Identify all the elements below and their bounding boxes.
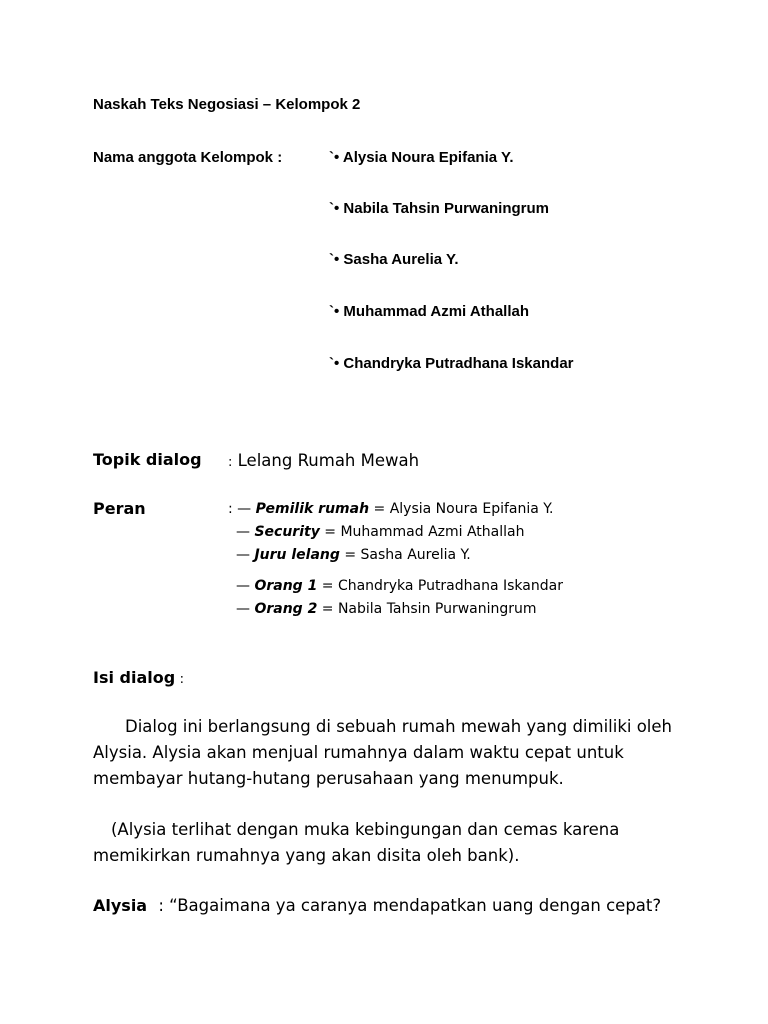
members-label: Nama anggota Kelompok : — [93, 149, 283, 166]
dash-icon: — — [237, 501, 252, 517]
bullet-icon: `• — [329, 149, 340, 166]
role-name: Juru lelang — [254, 547, 340, 563]
equals-sign: = — [324, 524, 337, 540]
dialog-label: Isi dialog — [93, 668, 176, 687]
role-row — [236, 524, 524, 540]
dash-icon: — — [236, 524, 250, 540]
document-title: Naskah Teks Negosiasi – Kelompok 2 — [93, 96, 361, 113]
topic-label: Topik dialog — [93, 450, 202, 469]
member-name: Chandryka Putradhana Iskandar — [343, 355, 574, 372]
bullet-icon: `• — [329, 303, 340, 320]
dialog-colon: : — [179, 672, 185, 687]
equals-sign: = — [344, 547, 357, 563]
role-row — [228, 501, 553, 517]
speaker-colon: : — [158, 896, 164, 915]
role-person: Chandryka Putradhana Iskandar — [337, 578, 563, 594]
dialog-line — [93, 896, 661, 915]
member-name: Nabila Tahsin Purwaningrum — [343, 200, 550, 217]
member-item — [329, 355, 574, 372]
bullet-icon: `• — [329, 355, 340, 372]
dash-icon: — — [236, 578, 250, 594]
role-name: Security — [254, 524, 320, 540]
role-person: Nabila Tahsin Purwaningrum — [337, 601, 537, 617]
topic-colon: : — [228, 455, 233, 470]
dash-icon: — — [236, 547, 250, 563]
role-person: Sasha Aurelia Y. — [360, 547, 471, 563]
equals-sign: = — [321, 578, 334, 594]
member-item — [329, 149, 514, 166]
dialog-text: “Bagaimana ya caranya mendapatkan uang dengan cepat? — [169, 896, 662, 915]
stage-direction: (Alysia terlihat dengan muka kebingungan dan cemas karena memikirkan rumahnya yang akan disita oleh bank). — [93, 820, 620, 865]
member-item — [329, 251, 459, 268]
topic-text: Lelang Rumah Mewah — [237, 451, 420, 470]
role-colon: : — [228, 501, 233, 517]
role-person: Alysia Noura Epifania Y. — [389, 501, 554, 517]
bullet-icon: `• — [329, 200, 340, 217]
member-name: Sasha Aurelia Y. — [343, 251, 459, 268]
dash-icon: — — [236, 601, 250, 617]
role-row — [236, 547, 471, 563]
role-name: Pemilik rumah — [255, 501, 370, 517]
member-name: Alysia Noura Epifania Y. — [342, 149, 514, 166]
member-item — [329, 200, 549, 217]
role-name: Orang 2 — [254, 601, 318, 617]
role-row — [236, 578, 563, 594]
topic-value — [228, 451, 419, 470]
member-name: Muhammad Azmi Athallah — [343, 303, 529, 320]
roles-label: Peran — [93, 499, 146, 518]
role-person: Muhammad Azmi Athallah — [340, 524, 525, 540]
equals-sign: = — [321, 601, 334, 617]
dialog-intro: Dialog ini berlangsung di sebuah rumah mewah yang dimiliki oleh Alysia. Alysia akan menjual rumahnya dalam waktu cepat untuk membayar hutang-hutang perusahaan yang menumpuk. — [93, 717, 672, 788]
equals-sign: = — [373, 501, 386, 517]
member-item — [329, 303, 529, 320]
role-name: Orang 1 — [254, 578, 318, 594]
role-row — [236, 601, 537, 617]
dialog-heading — [93, 668, 184, 688]
speaker-name: Alysia — [93, 896, 148, 915]
bullet-icon: `• — [329, 251, 340, 268]
